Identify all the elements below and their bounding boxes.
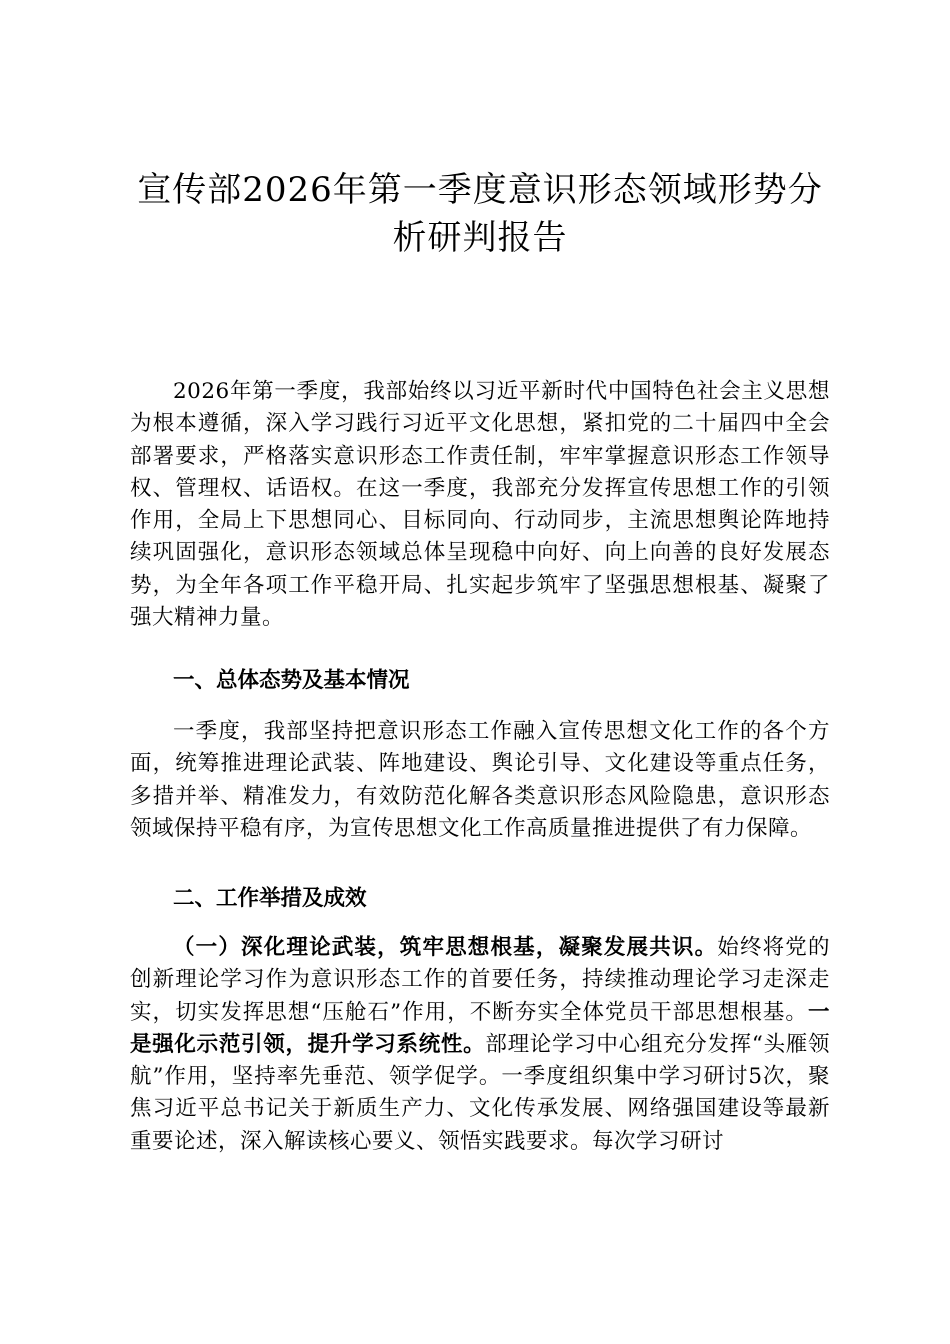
section-heading-measures-results: 二、工作举措及成效 (173, 886, 367, 911)
intro-paragraph: 2026年第一季度，我部始终以习近平新时代中国特色社会主义思想为根本遵循，深入学习践行习近平文化思想，紧扣党的二十届四中全会部署要求，严格落实意识形态工作责任制，牢牢掌握意识形态工作领导权、管理权、话语权。在这一季度，我部充分发挥宣传思想工作的引领作用，全局上下思想同心、目标同向、行动同步，主流思想舆论阵地持续巩固强化，意识形态领域总体呈现稳中向好、向上向善的良好发展态势，为全年各项工作平稳开局、扎实起步筑牢了坚强思想根基、凝聚了强大精神力量。 (130, 379, 830, 631)
document-title: 宣传部2026年第一季度意识形态领域形势分析研判报告 (137, 170, 823, 258)
subsection-text-b: 部理论学习中心组充分发挥“头雁领航”作用，坚持率先垂范、领学促学。一季度组织集中学习研讨5次，聚焦习近平总书记关于新质生产力、文化传承发展、网络强国建设等最新重要论述，深入解读核心要义、领悟实践要求。每次学习研讨 (130, 1031, 830, 1154)
subsection-text-a: 始终将党的创新理论学习作为意识形态工作的首要任务，持续推动理论学习走深走实，切实发挥思想“压舱石”作用，不断夯实全体党员干部思想根基。 (130, 935, 830, 1025)
section-measures-paragraph (130, 932, 830, 1158)
section-heading-overall-situation: 一、总体态势及基本情况 (173, 668, 410, 693)
section-overall-situation-paragraph: 一季度，我部坚持把意识形态工作融入宣传思想文化工作的各个方面，统筹推进理论武装、阵地建设、舆论引导、文化建设等重点任务，多措并举、精准发力，有效防范化解各类意识形态风险隐患，意识形态领域保持平稳有序，为宣传思想文化工作高质量推进提供了有力保障。 (130, 719, 830, 841)
point-heading-demonstration: 一是强化示范引领，提升学习系统性。 (130, 999, 830, 1057)
subsection-heading-theory-armament: （一）深化理论武装，筑牢思想根基，凝聚发展共识。 (173, 935, 718, 960)
